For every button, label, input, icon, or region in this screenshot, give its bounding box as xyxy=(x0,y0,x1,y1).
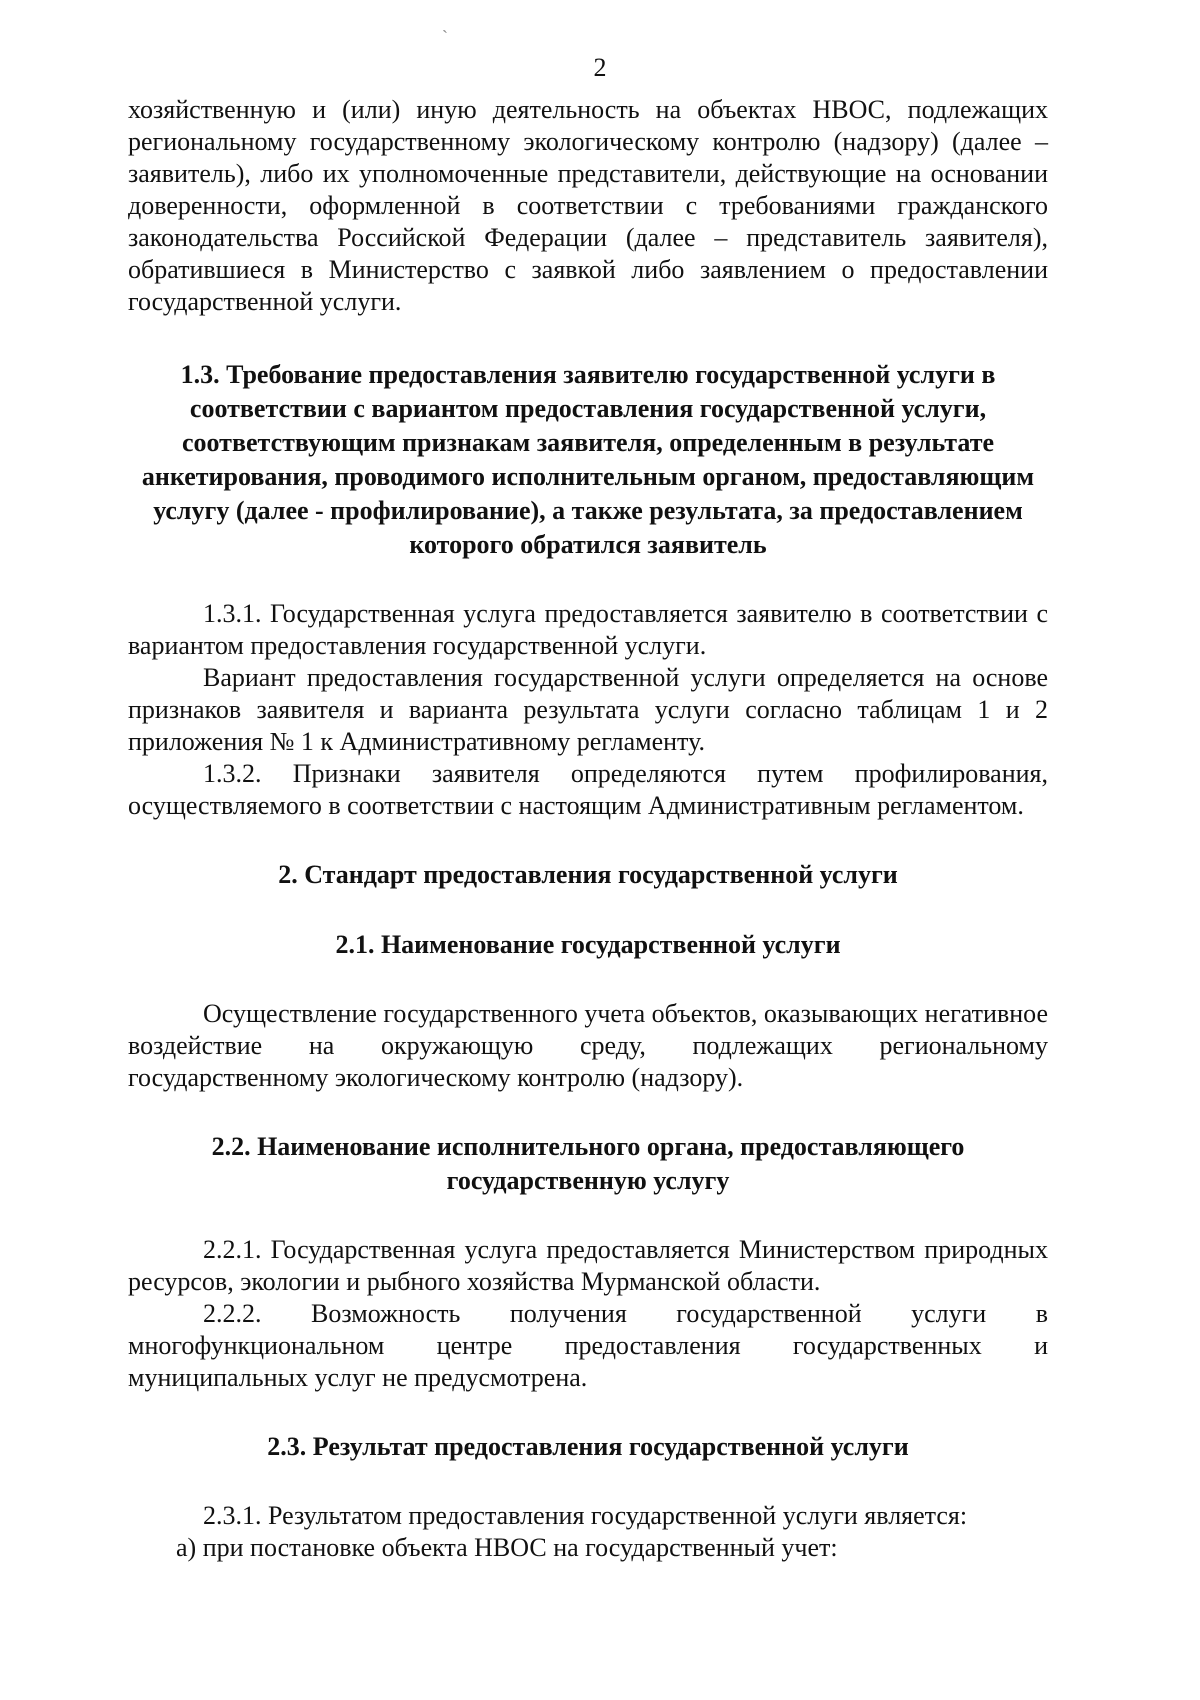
section-1-3-paragraph-2: Вариант предоставления государственной услуги определяется на основе признаков заявителя и варианта результата услуги согласно таблицам 1 и 2 приложения № 1 к Административному регламенту. xyxy=(128,663,1048,756)
section-2-3-paragraph-1: 2.3.1. Результатом предоставления государственной услуги является: xyxy=(203,1501,968,1530)
section-2-1-paragraph: Осуществление государственного учета объектов, оказывающих негативное воздействие на окружающую среду, подлежащих региональному государственному экологическому контролю (надзору). xyxy=(128,999,1048,1092)
section-2-3-paragraph-2: а) при постановке объекта НВОС на государственный учет: xyxy=(176,1533,838,1562)
spacer xyxy=(128,318,1048,358)
section-1-3-heading: 1.3. Требование предоставления заявителю государственной услуги в соответствии с вариантом предоставления государственной услуги, соответствующим признакам заявителя, определенным в результате анкетирования, проводимого исполнительным органом, предоставляющим услугу (далее - профилирование), а также результата, за предоставлением которого обратился заявитель xyxy=(141,360,1035,559)
section-2-2-paragraph-1: 2.2.1. Государственная услуга предоставляется Министерством природных ресурсов, экологии и рыбного хозяйства Мурманской области. xyxy=(128,1235,1048,1296)
spacer xyxy=(128,1198,1048,1234)
spacer xyxy=(128,962,1048,998)
spacer xyxy=(128,1464,1048,1500)
section-1-3-paragraph-3: 1.3.2. Признаки заявителя определяются путем профилирования, осуществляемого в соответствии с настоящим Административным регламентом. xyxy=(128,759,1048,820)
spacer xyxy=(128,892,1048,928)
document-body xyxy=(128,94,1048,1564)
spacer xyxy=(128,562,1048,598)
section-1-3-paragraph-1: 1.3.1. Государственная услуга предоставляется заявителю в соответствии с вариантом предоставления государственной услуги. xyxy=(128,599,1048,660)
section-2-heading: 2. Стандарт предоставления государственной услуги xyxy=(278,860,898,889)
spacer xyxy=(128,822,1048,858)
section-2-2-heading: 2.2. Наименование исполнительного органа, предоставляющего государственную услугу xyxy=(211,1132,965,1195)
spacer xyxy=(128,1094,1048,1130)
section-2-3-heading: 2.3. Результат предоставления государственной услуги xyxy=(267,1432,909,1461)
section-2-1-heading: 2.1. Наименование государственной услуги xyxy=(335,930,841,959)
section-2-2-paragraph-2: 2.2.2. Возможность получения государственной услуги в многофункциональном центре предоставления государственных и муниципальных услуг не предусмотрена. xyxy=(128,1299,1048,1392)
intro-paragraph: хозяйственную и (или) иную деятельность на объектах НВОС, подлежащих региональному государственному экологическому контролю (надзору) (далее – заявитель), либо их уполномоченные представители, действующие на основании доверенности, оформленной в соответствии с требованиями гражданского законодательства Российской Федерации (далее – представитель заявителя), обратившиеся в Министерство с заявкой либо заявлением о предоставлении государственной услуги. xyxy=(128,95,1048,316)
scan-mark: ˋ xyxy=(442,27,448,47)
spacer xyxy=(128,1394,1048,1430)
page-number: 2 xyxy=(593,53,607,82)
